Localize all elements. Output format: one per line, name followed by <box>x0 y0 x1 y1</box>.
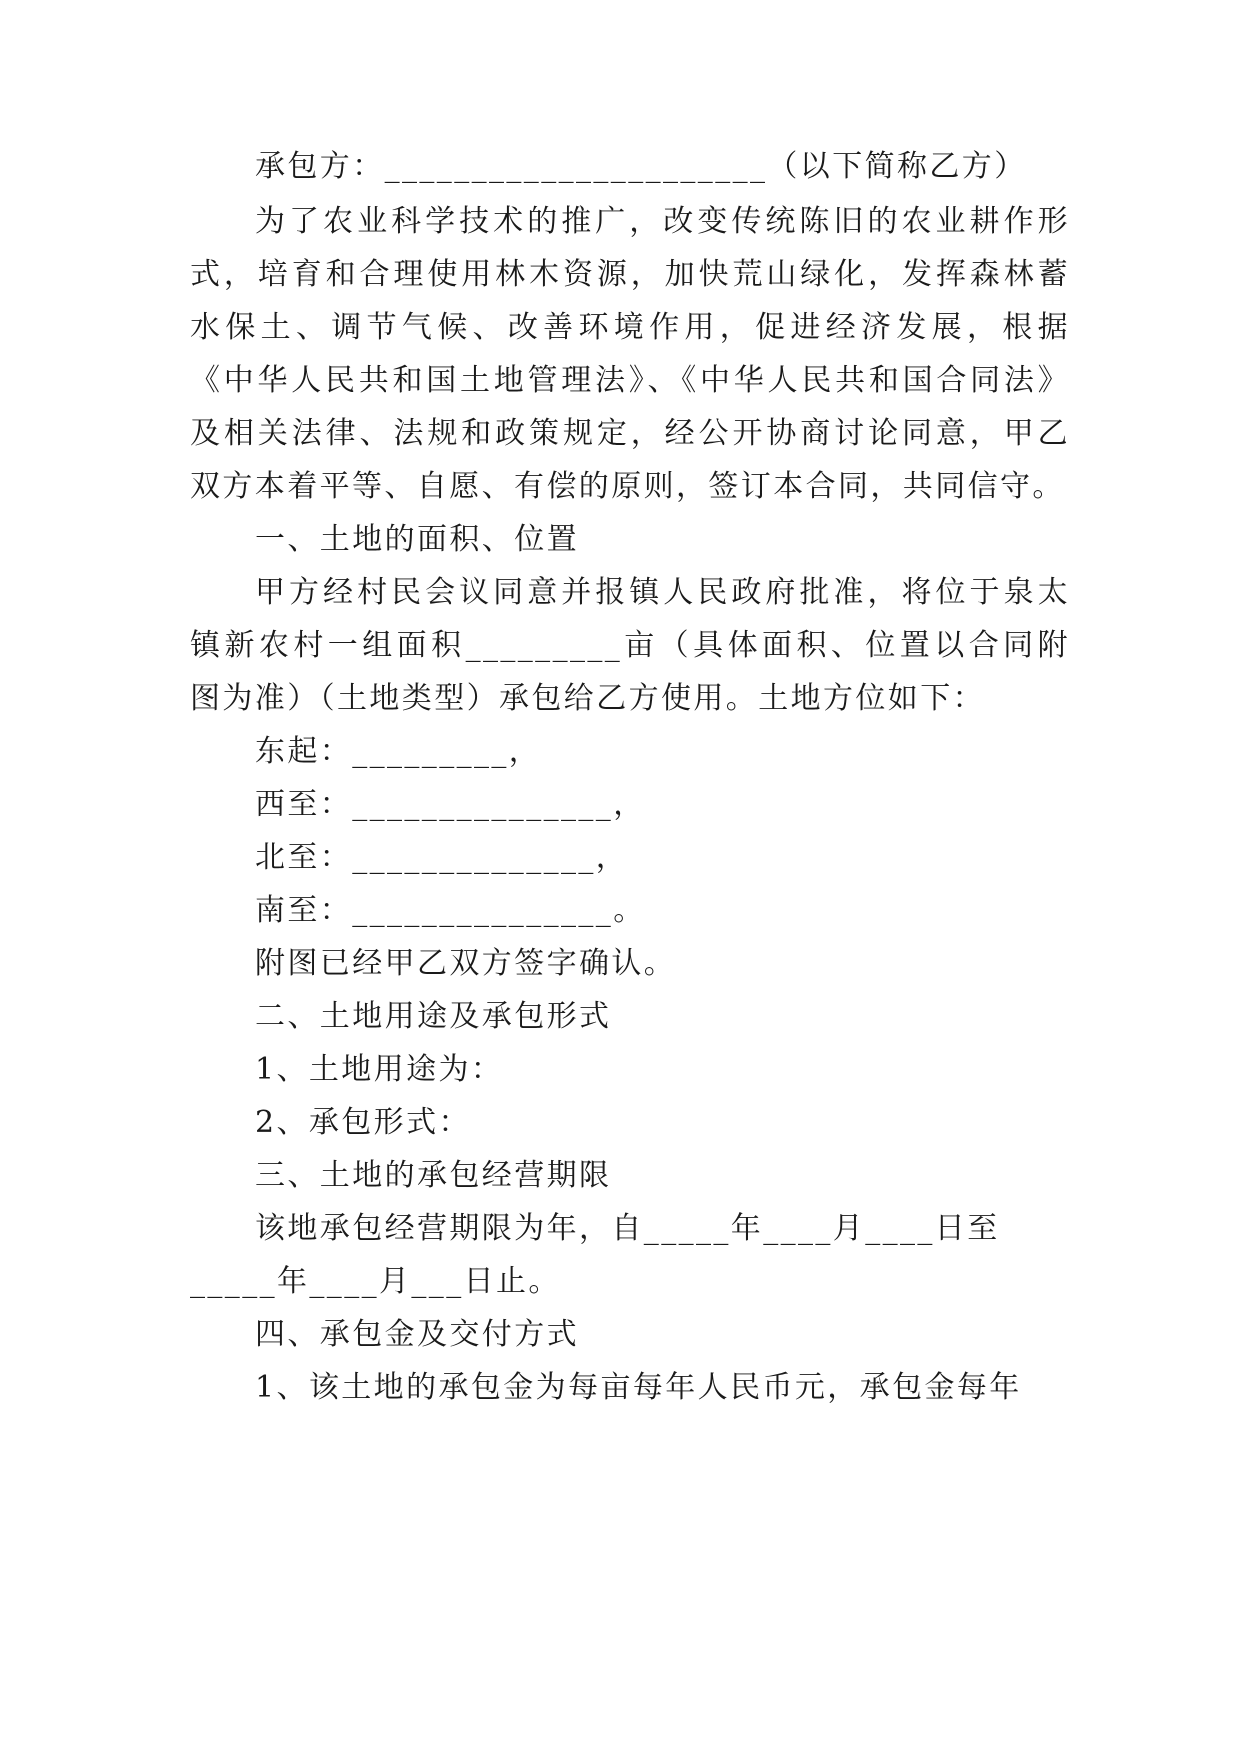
paragraph-line: 式，培育和合理使用林木资源，加快荒山绿化，发挥森林蓄 <box>190 257 1070 292</box>
boundary-south: 南至：_______________。 <box>255 893 646 928</box>
section-heading: 一、土地的面积、位置 <box>255 522 579 557</box>
paragraph-line: 附图已经甲乙双方签字确认。 <box>255 946 677 981</box>
paragraph-line: 《中华人民共和国土地管理法》、《中华人民共和国合同法》 <box>190 363 1070 398</box>
paragraph-line: 及相关法律、法规和政策规定，经公开协商讨论同意，甲乙 <box>190 416 1070 451</box>
paragraph-line: 镇新农村一组面积_________亩（具体面积、位置以合同附 <box>190 628 1070 663</box>
boundary-west: 西至：_______________， <box>255 787 646 822</box>
section-heading: 三、土地的承包经营期限 <box>255 1158 612 1193</box>
list-item: 1、土地用途为： <box>255 1052 504 1087</box>
paragraph-line: 双方本着平等、自愿、有偿的原则，签订本合同，共同信守。 <box>190 469 1065 504</box>
paragraph-line: 图为准）（土地类型）承包给乙方使用。土地方位如下： <box>190 681 985 716</box>
boundary-north: 北至：______________， <box>255 840 629 875</box>
list-item: 1、该土地的承包金为每亩每年人民币元，承包金每年 <box>255 1370 1022 1405</box>
paragraph-line: 该地承包经营期限为年，自_____年____月____日至 <box>255 1211 1000 1246</box>
boundary-east: 东起：_________， <box>255 734 542 769</box>
list-item: 2、承包形式： <box>255 1105 471 1140</box>
paragraph-line: 水保土、调节气候、改善环境作用，促进经济发展，根据 <box>190 310 1070 345</box>
paragraph-line: 为了农业科学技术的推广，改变传统陈旧的农业耕作形 <box>255 204 1070 239</box>
section-heading: 四、承包金及交付方式 <box>255 1317 579 1352</box>
section-heading: 二、土地用途及承包形式 <box>255 999 612 1034</box>
paragraph-line: 甲方经村民会议同意并报镇人民政府批准，将位于泉太 <box>255 575 1070 610</box>
paragraph-line: _____年____月___日止。 <box>190 1264 561 1299</box>
contractor-party-line: 承包方：______________________（以下简称乙方） <box>255 149 1027 184</box>
